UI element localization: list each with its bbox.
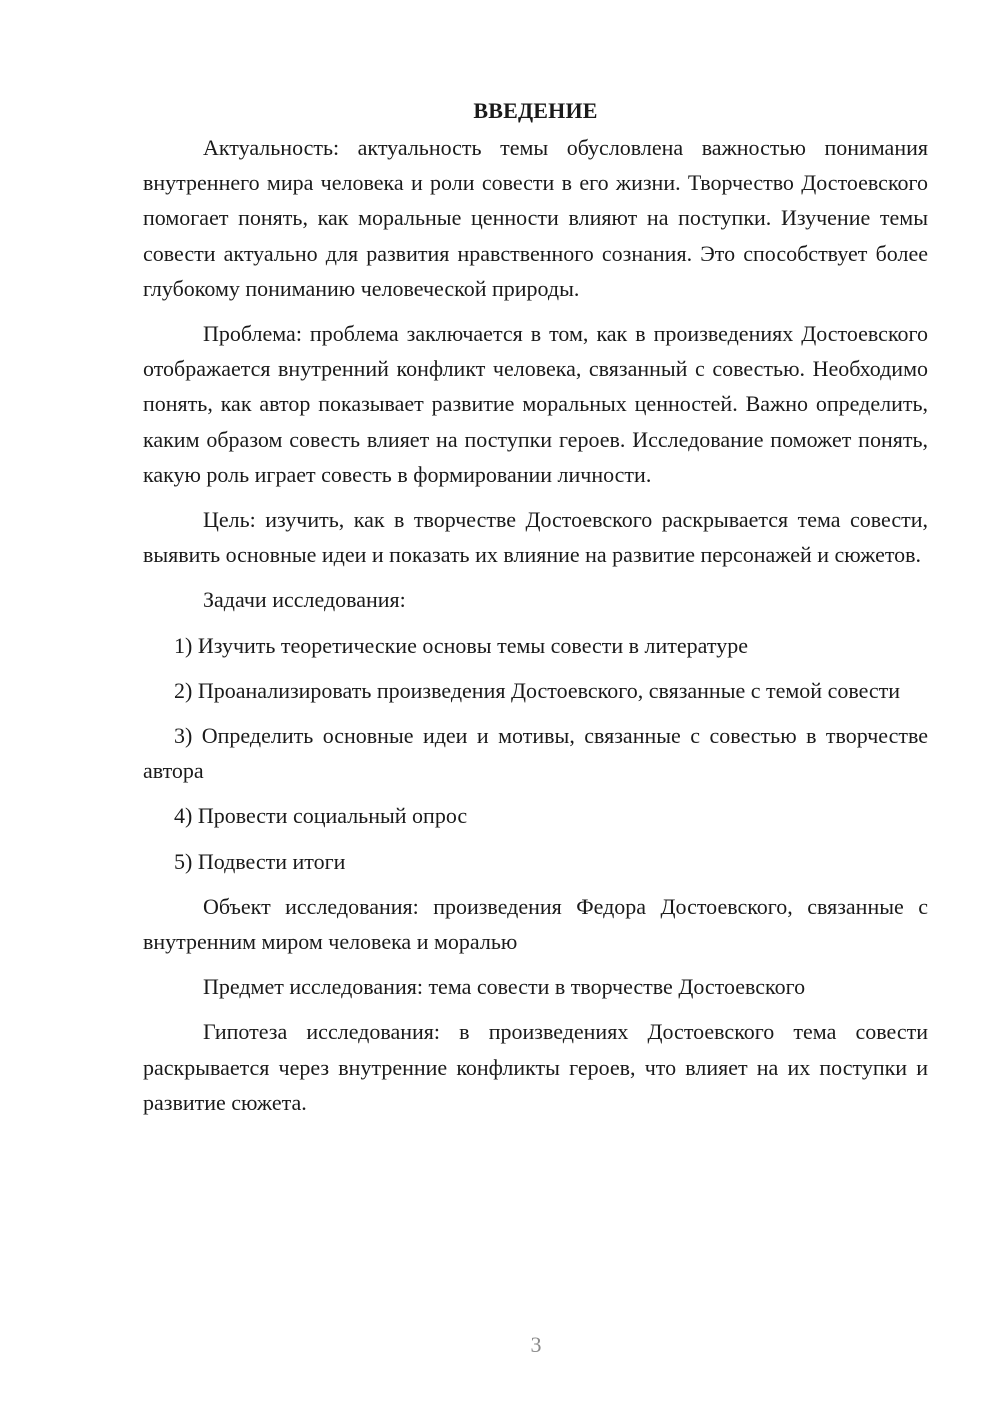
paragraph-problem: Проблема: проблема заключается в том, как в произведениях Достоевского отображается внутренний конфликт человека, связанный с совестью. Необходимо понять, как автор показывает развитие моральных ценностей. Важно определить, каким образом совесть влияет на поступки героев. Исследование поможет понять, какую роль играет совесть в формировании личности. [143,321,928,487]
paragraph-relevance: Актуальность: актуальность темы обусловлена важностью понимания внутреннего мира человека и роли совести в его жизни. Творчество Достоевского помогает понять, как моральные ценности влияют на поступки. Изучение темы совести актуально для развития нравственного сознания. Это способствует более глубокому пониманию человеческой природы. [143,135,928,301]
paragraph-subject: Предмет исследования: тема совести в творчестве Достоевского [203,974,806,1000]
paragraph-tasks-heading: Задачи исследования: [203,587,406,613]
list-item: 2) Проанализировать произведения Достоевского, связанные с темой совести [174,677,901,703]
paragraph-object: Объект исследования: произведения Федора Достоевского, связанные с внутренним миром человека и моралью [143,893,928,955]
section-title: ВВЕДЕНИЕ [473,98,598,123]
paragraph-goal: Цель: изучить, как в творчестве Достоевского раскрывается тема совести, выявить основные идеи и показать их влияние на развитие персонажей и сюжетов. [143,507,928,568]
list-item: 4) Провести социальный опрос [174,803,468,829]
list-item: 3) Определить основные идеи и мотивы, связанные с совестью в творчестве автора [143,723,928,784]
paragraph-hypothesis: Гипотеза исследования: в произведениях Достоевского тема совести раскрывается через внутренние конфликты героев, что влияет на их поступки и развитие сюжета. [143,1019,928,1115]
page-number: 3 [530,1332,542,1357]
list-item: 5) Подвести итоги [174,848,346,874]
page-content [143,96,928,1130]
list-item: 1) Изучить теоретические основы темы совести в литературе [174,632,748,658]
tasks-list [143,628,928,879]
